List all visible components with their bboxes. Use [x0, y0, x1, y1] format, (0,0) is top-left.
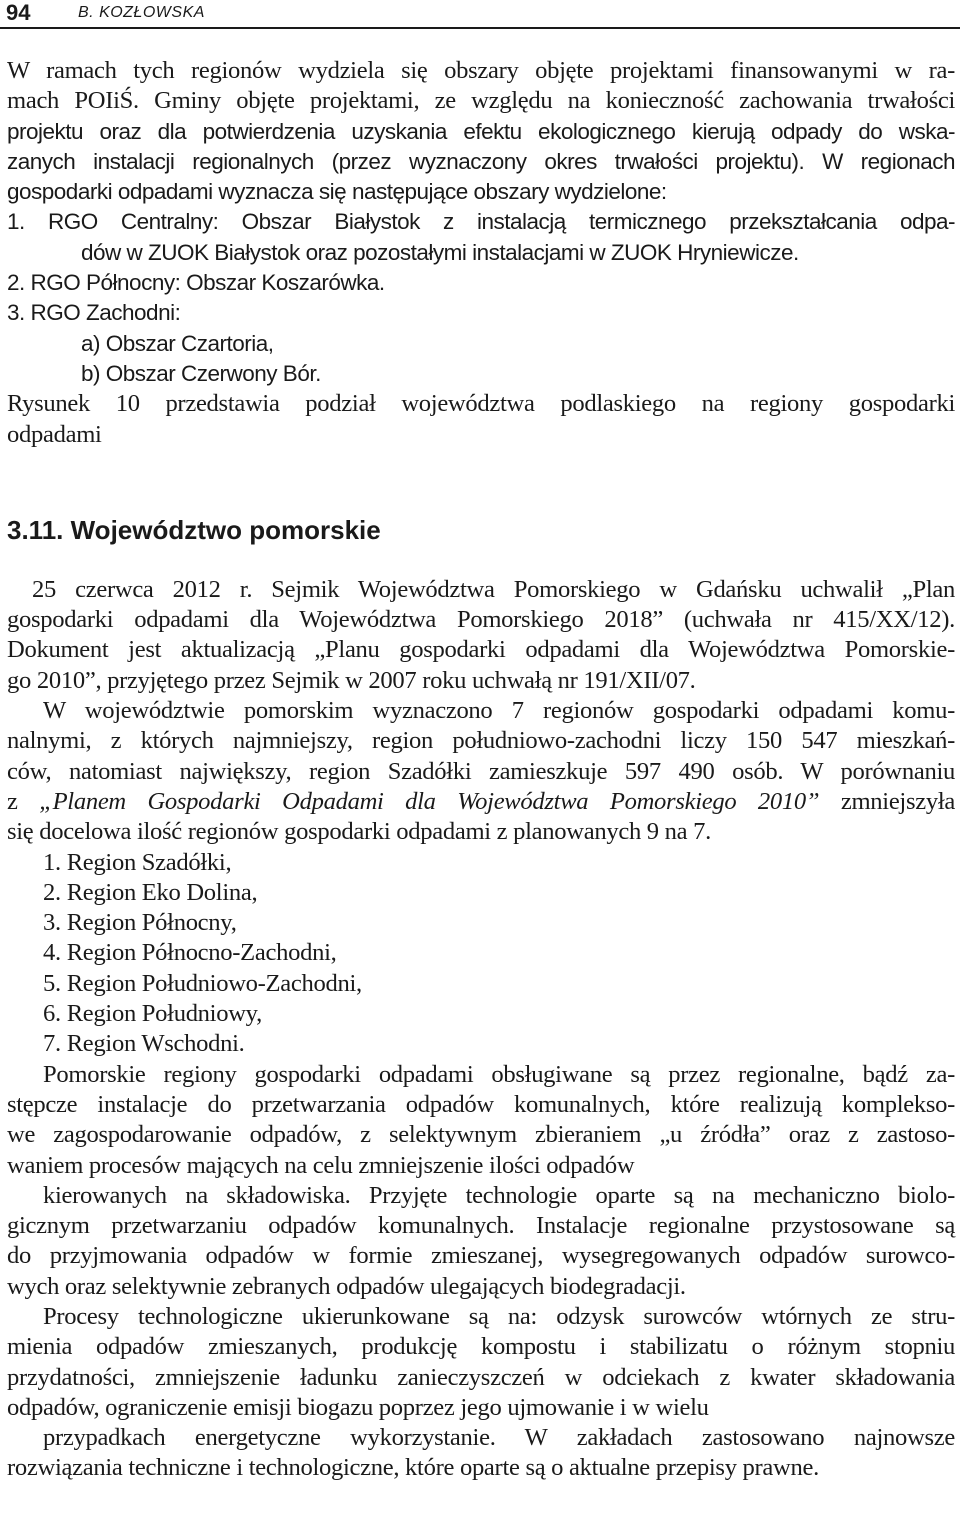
running-author: B. KOZŁOWSKA: [78, 4, 205, 21]
paragraph-line: go 2010”, przyjętego przez Sejmik w 2007 roku uchwałą nr 191/XII/07.: [7, 666, 696, 694]
paragraph-line: kierowanych na składowiska. Przyjęte technologie oparte są na mechaniczno biolo-: [43, 1181, 955, 1209]
region-list-item: 1. Region Szadółki,: [43, 848, 232, 876]
figure-reference-line: odpadami: [7, 420, 102, 448]
list-item-continuation: dów w ZUOK Białystok oraz pozostałymi instalacjami w ZUOK Hryniewicze.: [81, 239, 799, 265]
paragraph-line: W województwie pomorskim wyznaczono 7 regionów gospodarki odpadami komu-: [43, 697, 955, 725]
region-list-item: 2. Region Eko Dolina,: [43, 878, 258, 906]
section-gap: [7, 555, 955, 575]
paragraph-line: Procesy technologiczne ukierunkowane są na: odzysk surowców wtórnych ze stru-: [43, 1302, 955, 1330]
region-list-item: 6. Region Południowy,: [43, 1000, 262, 1028]
page-number: 94: [6, 0, 31, 25]
paragraph-line: do przyjmowania odpadów w formie zmieszanej, wysegregowanych odpadów surowco-: [7, 1242, 955, 1270]
region-list-item: 5. Region Południowo-Zachodni,: [43, 969, 362, 997]
paragraph-line: nalnymi, z których najmniejszy, region południowo-zachodni liczy 150 547 mieszkań-: [7, 727, 955, 755]
paragraph-line: 25 czerwca 2012 r. Sejmik Województwa Pomorskiego w Gdańsku uchwalił „Plan: [32, 575, 955, 603]
paragraph-line: [7, 787, 955, 817]
paragraph-line: Pomorskie regiony gospodarki odpadami obsługiwane są przez regionalne, bądź za-: [43, 1060, 955, 1088]
text-span: z: [7, 787, 40, 815]
figure-reference-line: Rysunek 10 przedstawia podział województwa podlaskiego na regiony gospodarki: [7, 390, 955, 418]
paragraph-line: przydatności, zmniejszenie ładunku zanieczyszczeń w odciekach z kwater składowania: [7, 1363, 955, 1391]
list-item: 2. RGO Północny: Obszar Koszarówka.: [7, 270, 385, 296]
text-span: zmniejszyła: [819, 787, 955, 815]
paragraph-line: projektu oraz dla potwierdzenia uzyskania efektu ekologicznego kierują odpady do wska-: [7, 118, 955, 144]
paragraph-line: gospodarki odpadami dla Województwa Pomorskiego 2018” (uchwała nr 415/XX/12).: [7, 606, 955, 634]
header-rule: [0, 27, 960, 29]
paragraph-line: gicznym przetwarzaniu odpadów komunalnych. Instalacje regionalne przystosowane są: [7, 1212, 955, 1240]
paragraph-line: się docelowa ilość regionów gospodarki odpadami z planowanych 9 na 7.: [7, 818, 711, 846]
paragraph-line: we zagospodarowanie odpadów, z selektywnym zbieraniem „u źródła” oraz z zastoso-: [7, 1121, 955, 1149]
paragraph-line: zanych instalacji regionalnych (przez wyznaczony okres trwałości projektu). W regionach: [7, 148, 955, 174]
paragraph-line: Dokument jest aktualizacją „Planu gospodarki odpadami dla Województwa Pomorskie-: [7, 636, 955, 664]
section-gap: [7, 450, 955, 515]
paragraph-line: gospodarki odpadami wyznacza się następujące obszary wydzielone:: [7, 179, 667, 205]
sub-list-item: b) Obszar Czerwony Bór.: [81, 360, 321, 386]
page-header: [0, 0, 960, 28]
list-item: 1. RGO Centralny: Obszar Białystok z instalacją termicznego przekształcania odpa-: [7, 209, 955, 235]
paragraph-line: mienia odpadów zmieszanych, produkcję kompostu i stabilizatu o różnym stopniu: [7, 1333, 955, 1361]
region-list-item: 7. Region Wschodni.: [43, 1030, 245, 1058]
section-heading: 3.11. Województwo pomorskie: [7, 514, 381, 545]
paragraph-line: ców, natomiast największy, region Szadółki zamieszkuje 597 490 osób. W porównaniu: [7, 757, 955, 785]
paragraph-line: stępcze instalacje do przetwarzania odpadów komunalnych, które realizują kompleksо-: [7, 1090, 955, 1118]
page-body: [7, 56, 955, 1484]
list-item: 3. RGO Zachodni:: [7, 300, 181, 326]
italic-title: „Planem Gospodarki Odpadami dla Województwa Pomorskiego 2010”: [39, 787, 820, 815]
paragraph-line: mach POIiŚ. Gminy objęte projektami, ze względu na konieczność zachowania trwałości: [7, 87, 955, 115]
region-list-item: 3. Region Północny,: [43, 909, 237, 937]
paragraph-line: waniem procesów mających na celu zmniejszenie ilości odpadów: [7, 1151, 635, 1179]
paragraph-line: W ramach tych regionów wydziela się obszary objęte projektami finansowanymi w ra-: [7, 57, 955, 84]
region-list-item: 4. Region Północno-Zachodni,: [43, 939, 337, 967]
sub-list-item: a) Obszar Czartoria,: [81, 330, 274, 356]
paragraph-line: rozwiązania techniczne i technologiczne, które oparte są o aktualne przepisy prawne.: [7, 1454, 819, 1482]
paragraph-line: odpadów, ograniczenie emisji biogazu poprzez jego ujmowanie i w wielu: [7, 1393, 709, 1421]
paragraph-line: wych oraz selektywnie zebranych odpadów ulegających biodegradacji.: [7, 1272, 686, 1300]
paragraph-line: przypadkach energetyczne wykorzystanie. W zakładach zastosowano najnowsze: [43, 1424, 955, 1452]
